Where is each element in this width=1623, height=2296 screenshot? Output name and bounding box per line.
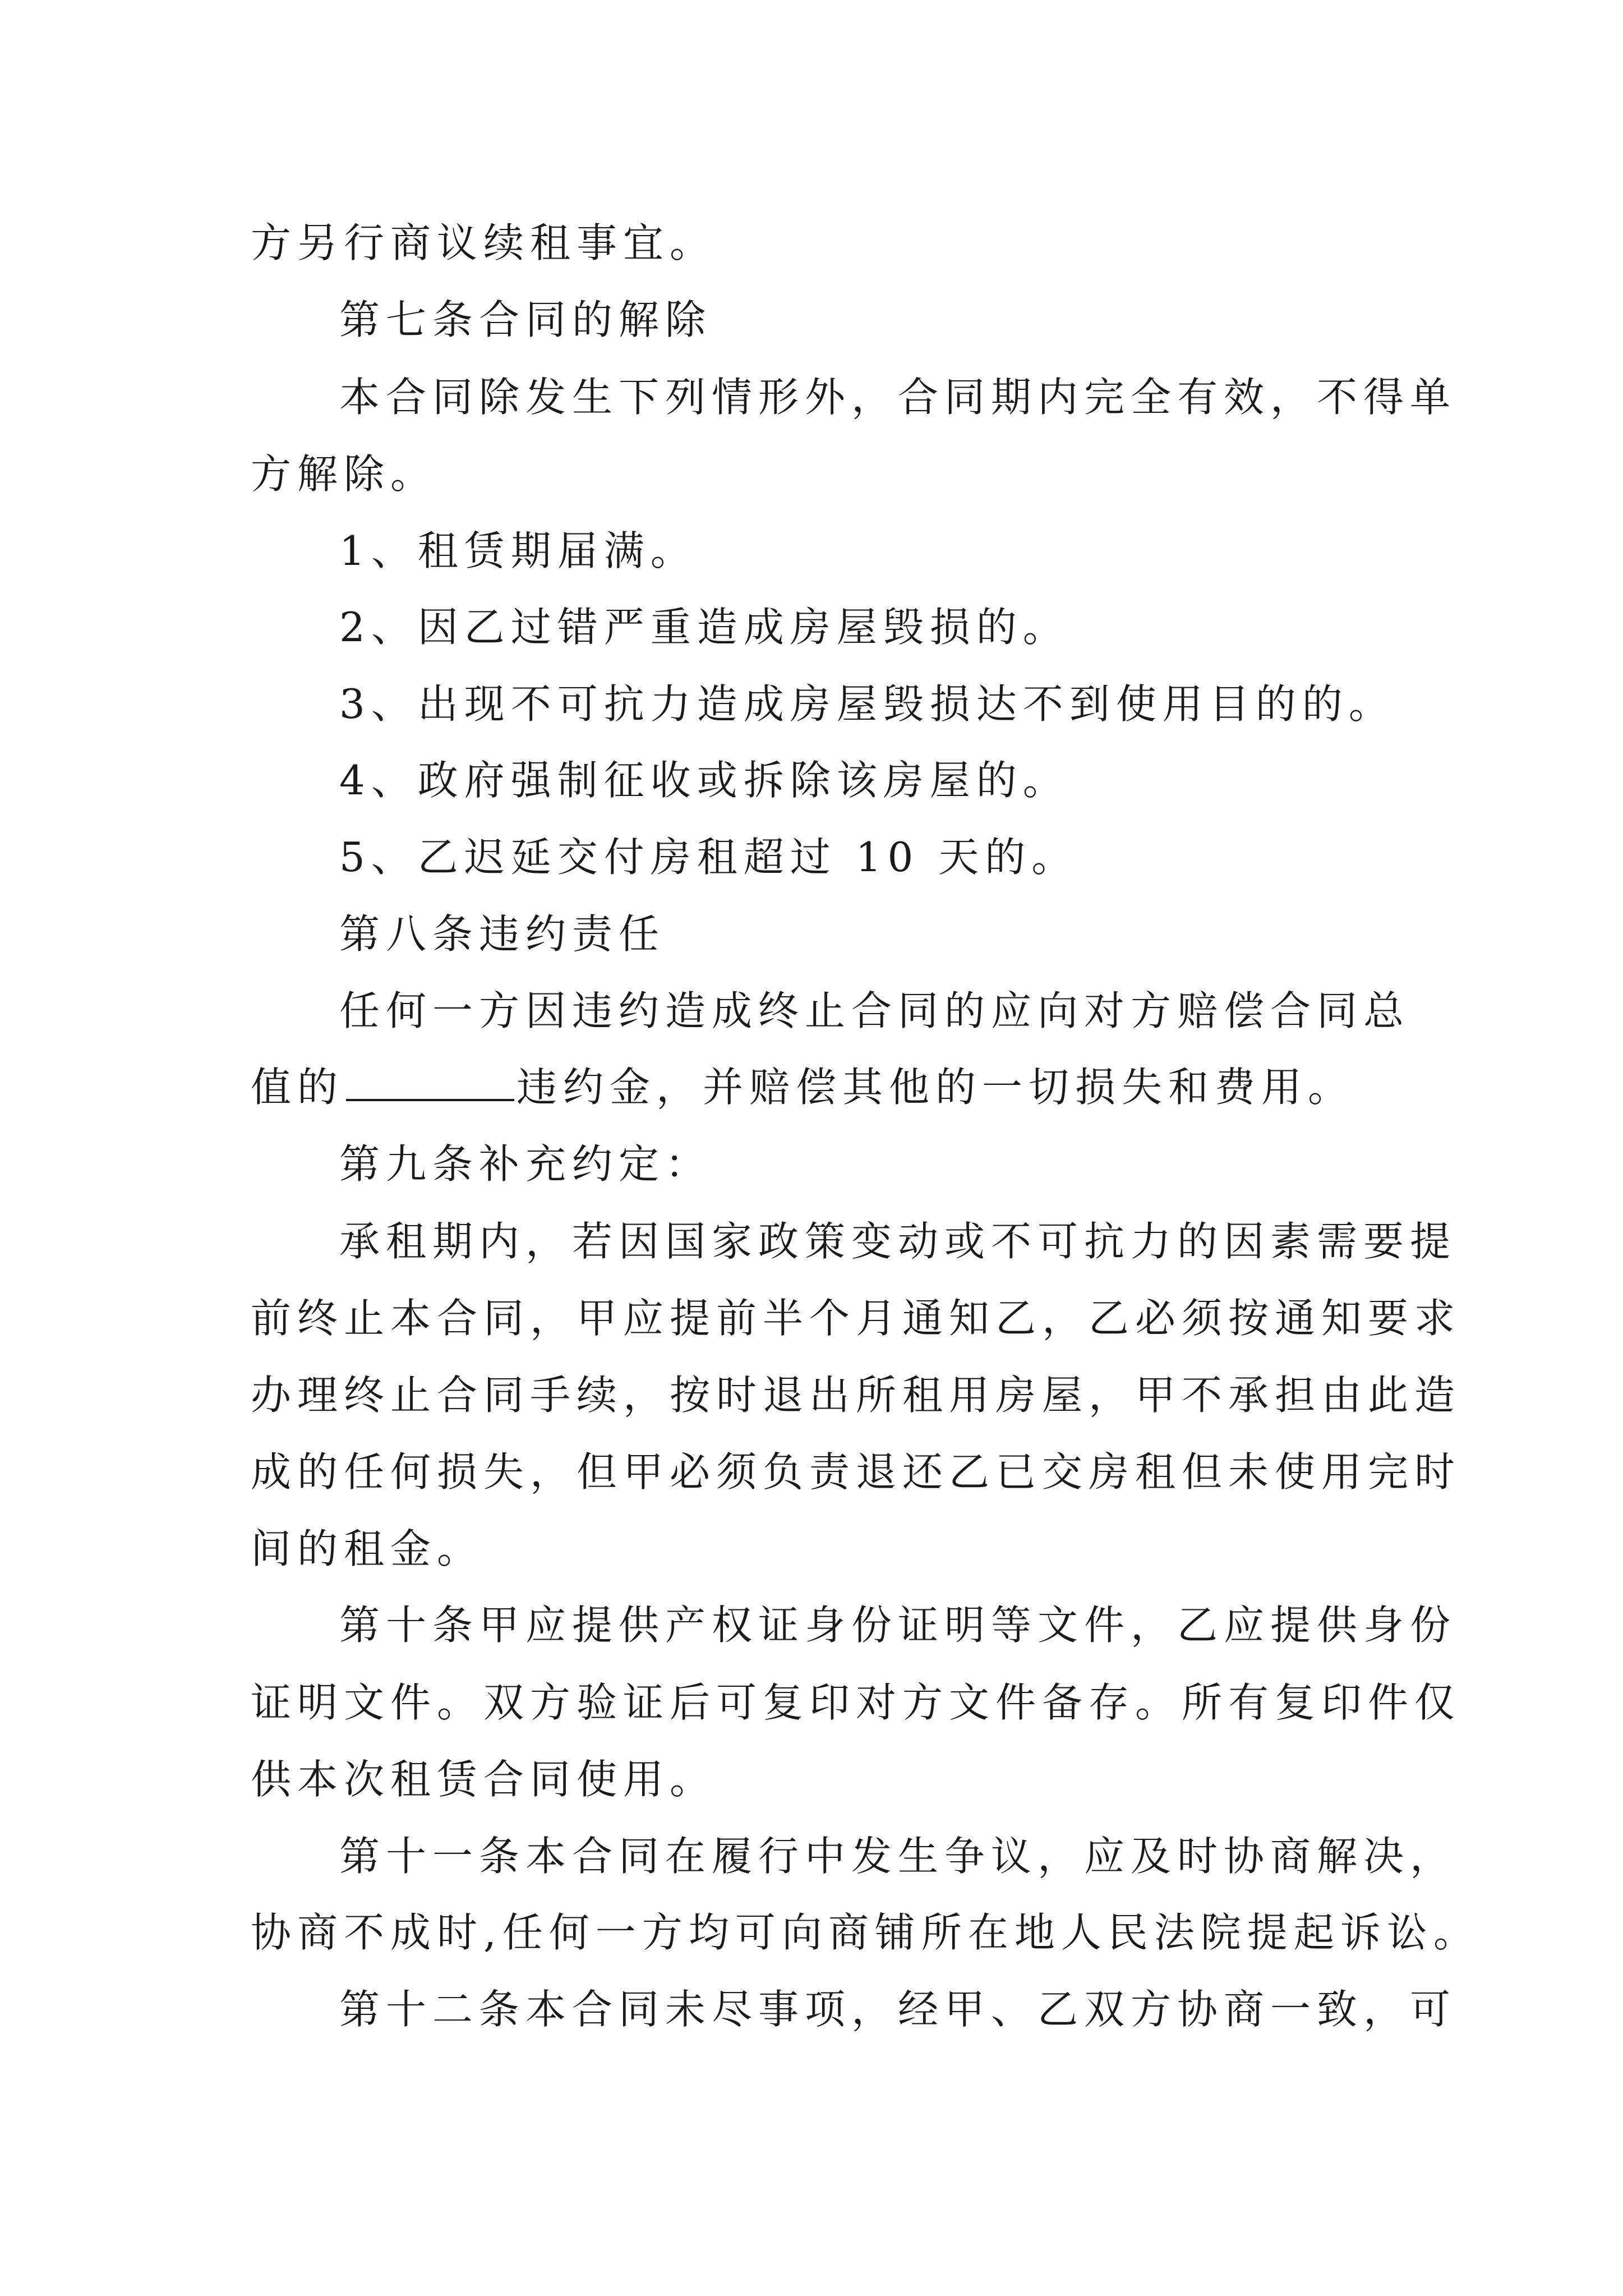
list-item: 2、因乙过错严重造成房屋毁损的。 <box>339 604 1069 651</box>
line-text: 违约金，并赔偿其他的一切损失和费用。 <box>517 1064 1355 1111</box>
paragraph-line: 证明文件。双方验证后可复印对方文件备存。所有复印件仅 <box>251 1679 1461 1726</box>
paragraph-line: 间的租金。 <box>251 1525 484 1572</box>
paragraph-line: 方解除。 <box>251 450 437 498</box>
paragraph-line: 成的任何损失，但甲必须负责退还乙已交房租但未使用完时 <box>251 1448 1461 1496</box>
paragraph-line: 供本次租赁合同使用。 <box>251 1756 717 1803</box>
list-item: 1、租赁期届满。 <box>339 527 697 574</box>
fill-in-blank <box>346 1065 514 1101</box>
paragraph-line: 第十条甲应提供产权证身份证明等文件，乙应提供身份 <box>339 1602 1457 1649</box>
paragraph-line: 办理终止合同手续，按时退出所租用房屋，甲不承担由此造 <box>251 1372 1461 1419</box>
section-heading: 第七条合同的解除 <box>339 296 712 343</box>
paragraph-line: 协商不成时,任何一方均可向商铺所在地人民法院提起诉讼。 <box>251 1909 1480 1956</box>
paragraph-line: 本合同除发生下列情形外，合同期内完全有效，不得单 <box>339 374 1457 421</box>
paragraph-line: 方另行商议续租事宜。 <box>251 219 717 266</box>
paragraph-line: 承租期内，若因国家政策变动或不可抗力的因素需要提 <box>339 1218 1457 1265</box>
paragraph-line: 第十一条本合同在履行中发生争议，应及时协商解决， <box>339 1833 1457 1880</box>
list-item: 3、出现不可抗力造成房屋毁损达不到使用目的的。 <box>339 680 1395 728</box>
list-item: 4、政府强制征收或拆除该房屋的。 <box>339 757 1069 804</box>
section-heading: 第九条补充约定： <box>339 1140 712 1188</box>
paragraph-line: 任何一方因违约造成终止合同的应向对方赔偿合同总 <box>339 987 1410 1034</box>
section-heading: 第八条违约责任 <box>339 910 666 958</box>
paragraph-line <box>251 1062 1354 1112</box>
paragraph-line: 第十二条本合同未尽事项，经甲、乙双方协商一致，可 <box>339 1986 1457 2033</box>
line-text: 值的 <box>251 1064 344 1111</box>
list-item: 5、乙迟延交付房租超过 10 天的。 <box>339 834 1078 881</box>
paragraph-line: 前终止本合同，甲应提前半个月通知乙，乙必须按通知要求 <box>251 1295 1461 1342</box>
